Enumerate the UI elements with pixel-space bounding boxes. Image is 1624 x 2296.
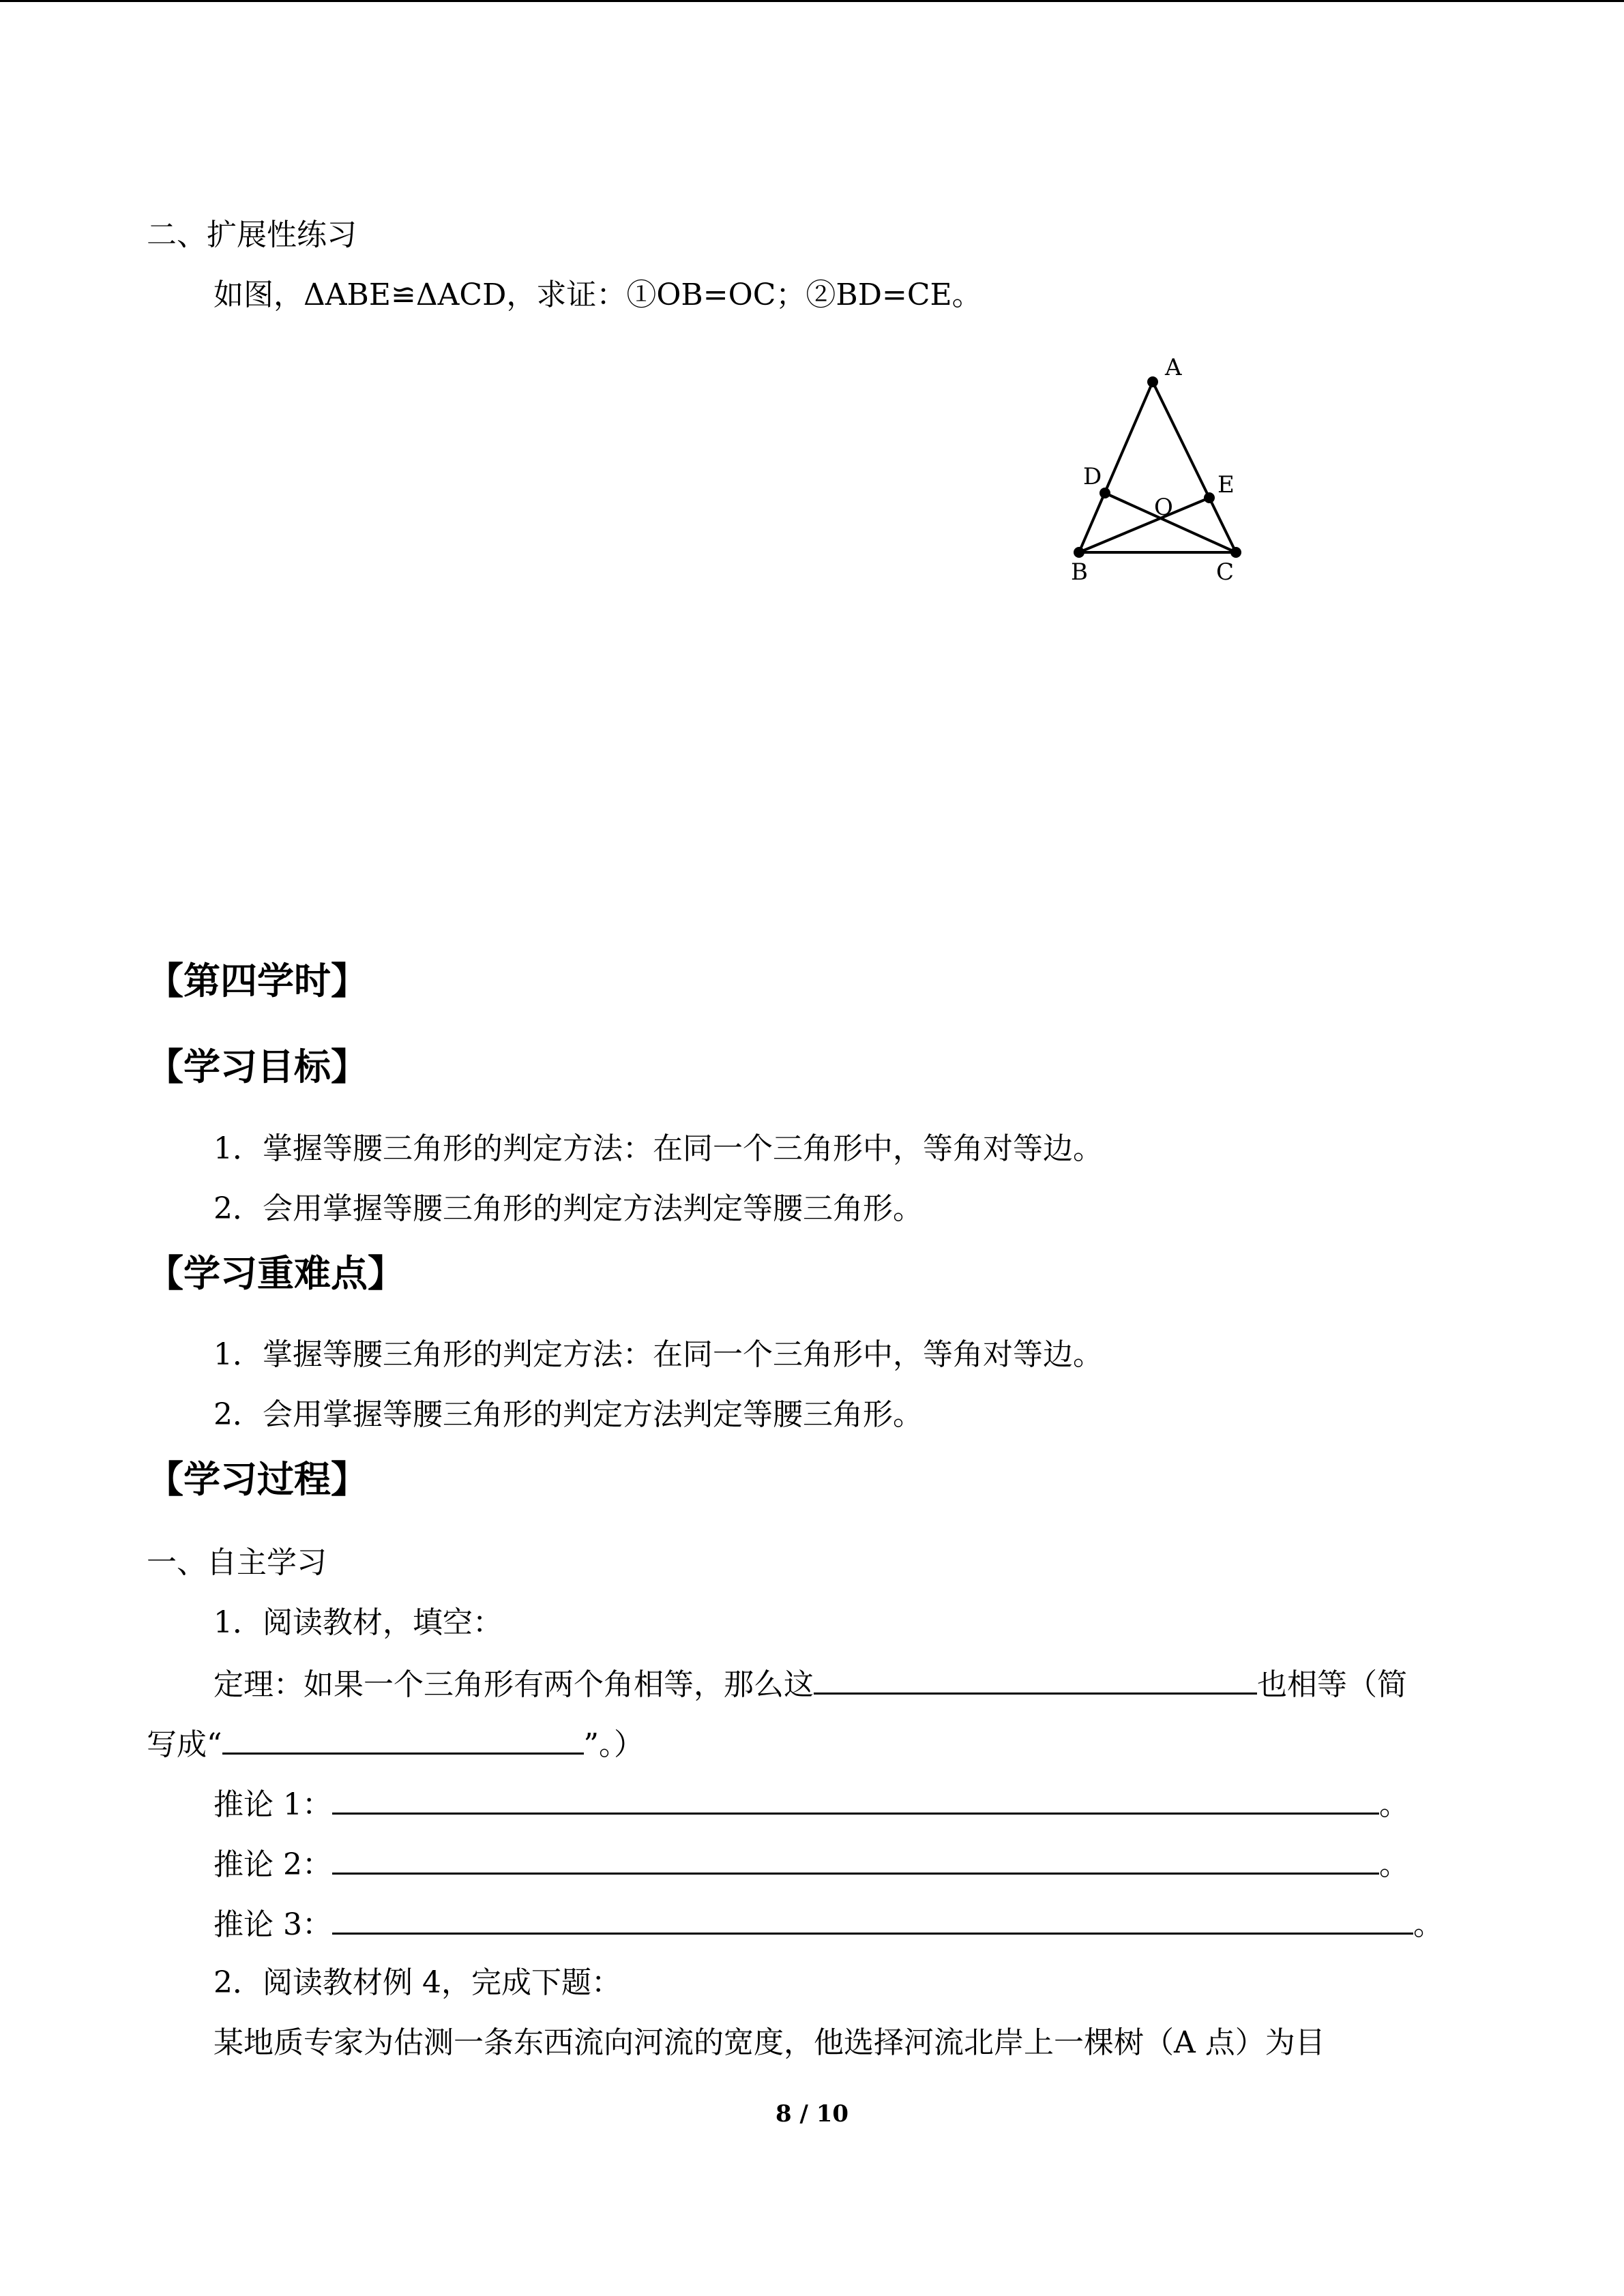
label-e: E	[1217, 471, 1235, 498]
corollary-1-line	[213, 1783, 1409, 1825]
point-b	[1074, 547, 1084, 558]
corollary-2-label: 推论 2：	[213, 1847, 332, 1882]
line-ac	[1153, 382, 1236, 552]
key-point-item: 1．掌握等腰三角形的判定方法：在同一个三角形中，等角对等边。	[213, 1337, 1103, 1372]
corollary-2-line	[213, 1843, 1409, 1885]
theorem-blank[interactable]	[814, 1663, 1257, 1695]
label-o: O	[1154, 494, 1173, 521]
corollary-1-blank[interactable]	[332, 1783, 1379, 1815]
process-heading: 【学习过程】	[147, 1458, 368, 1501]
label-c: C	[1216, 558, 1235, 586]
question-2-text: 某地质专家为估测一条东西流向河流的宽度，他选择河流北岸上一棵树（A 点）为目	[213, 2025, 1325, 2060]
corollary-3-label: 推论 3：	[213, 1907, 332, 1942]
theorem-short-line	[147, 1723, 644, 1765]
theorem-line	[213, 1663, 1407, 1705]
theorem-short-blank[interactable]	[222, 1723, 584, 1755]
top-border	[0, 0, 1624, 2]
point-a	[1147, 376, 1158, 387]
lesson-heading: 【第四学时】	[147, 959, 368, 1002]
label-d: D	[1083, 463, 1102, 490]
corollary-3-period: 。	[1413, 1907, 1443, 1942]
question-1: 1．阅读教材，填空：	[213, 1605, 503, 1640]
key-points-heading: 【学习重难点】	[147, 1252, 404, 1295]
theorem-prefix: 定理：如果一个三角形有两个角相等，那么这	[213, 1667, 814, 1702]
corollary-2-blank[interactable]	[332, 1843, 1379, 1875]
theorem-short-suffix: ”。）	[583, 1727, 644, 1762]
point-c	[1230, 547, 1241, 558]
theorem-short-prefix: 写成“	[147, 1727, 222, 1762]
corollary-3-blank[interactable]	[332, 1903, 1413, 1935]
goal-item: 1．掌握等腰三角形的判定方法：在同一个三角形中，等角对等边。	[213, 1131, 1103, 1166]
corollary-2-period: 。	[1378, 1847, 1409, 1882]
key-point-item: 2．会用掌握等腰三角形的判定方法判定等腰三角形。	[213, 1397, 923, 1432]
label-a: A	[1165, 354, 1182, 381]
corollary-3-line	[213, 1903, 1443, 1945]
corollary-1-period: 。	[1378, 1787, 1409, 1822]
theorem-suffix: 也相等（简	[1257, 1667, 1407, 1702]
triangle-figure	[1050, 341, 1275, 600]
section-title-extension: 二、扩展性练习	[147, 218, 357, 252]
question-2: 2．阅读教材例 4，完成下题：	[213, 1965, 621, 2000]
point-e	[1204, 492, 1215, 503]
corollary-1-label: 推论 1：	[213, 1787, 332, 1822]
goals-heading: 【学习目标】	[147, 1045, 368, 1088]
label-b: B	[1071, 558, 1088, 586]
page-number: 8 / 10	[775, 2100, 849, 2128]
problem-statement: 如图，ΔABE≌ΔACD，求证：①OB=OC；②BD=CE。	[213, 278, 982, 312]
self-study-title: 一、自主学习	[147, 1545, 327, 1580]
goal-item: 2．会用掌握等腰三角形的判定方法判定等腰三角形。	[213, 1191, 923, 1226]
